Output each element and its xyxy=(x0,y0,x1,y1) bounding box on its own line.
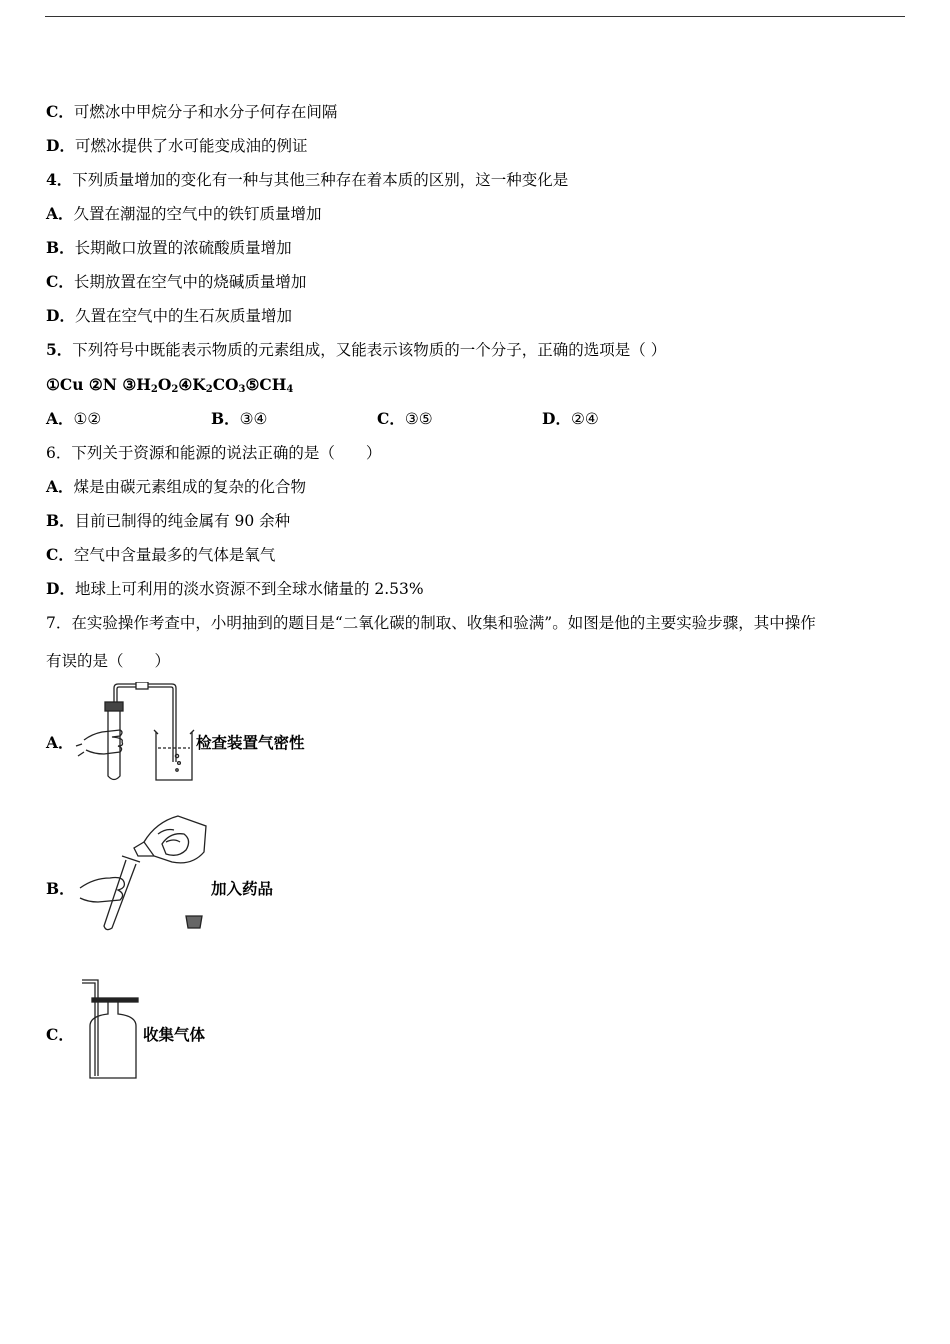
subscript: 2 xyxy=(171,384,179,395)
q6-option-c xyxy=(46,545,275,565)
question-number: 5． xyxy=(46,340,73,359)
question-text: 下列质量增加的变化有一种与其他三种存在着本质的区别，这一种变化是 xyxy=(72,171,569,189)
q5-stem xyxy=(46,340,666,360)
subscript: 2 xyxy=(205,384,213,395)
option-key: C． xyxy=(377,409,405,428)
question-text: 下列关于资源和能源的说法正确的是（ ） xyxy=(71,444,382,462)
option-key: C． xyxy=(46,545,74,564)
option-key: B． xyxy=(211,409,240,428)
q5-symbols xyxy=(46,375,293,395)
q3-option-d xyxy=(46,136,307,156)
option-text: ②④ xyxy=(570,410,599,428)
subscript: 4 xyxy=(286,384,294,395)
option-key: A． xyxy=(46,204,74,223)
option-key: C． xyxy=(46,102,74,121)
q6-option-a xyxy=(46,477,306,497)
option-key: D． xyxy=(542,409,571,428)
option-text: 长期放置在空气中的烧碱质量增加 xyxy=(73,273,307,291)
option-text: 可燃冰提供了水可能变成油的例证 xyxy=(74,137,308,155)
question-text: 下列符号中既能表示物质的元素组成，又能表示该物质的一个分子，正确的选项是（ ） xyxy=(72,341,667,359)
q7-option-a-label: 检查装置气密性 xyxy=(196,733,305,752)
option-key: B． xyxy=(46,238,75,257)
option-text: ③④ xyxy=(239,410,268,428)
question-number: 4． xyxy=(46,170,73,189)
option-key: C． xyxy=(46,272,74,291)
option-text: ①② xyxy=(73,410,102,428)
option-text: 地球上可利用的淡水资源不到全球水储量的 2.53% xyxy=(74,580,424,598)
q4-stem xyxy=(46,170,568,190)
option-key: A． xyxy=(46,409,74,428)
q5-option-c xyxy=(377,409,433,429)
subscript: 2 xyxy=(150,384,158,395)
q6-option-d xyxy=(46,579,424,599)
symbol-text: ①Cu ②N ③H xyxy=(46,375,151,394)
add-reagent-figure xyxy=(74,812,210,934)
q7-stem-line1 xyxy=(46,613,816,633)
q7-option-a-key: A． xyxy=(46,733,74,752)
q4-option-d xyxy=(46,306,292,326)
symbol-text: ④K xyxy=(178,375,206,394)
q5-option-d xyxy=(542,409,599,429)
airtightness-check-figure xyxy=(74,682,196,784)
gas-collection-figure xyxy=(78,976,140,1084)
option-key: D． xyxy=(46,136,75,155)
q3-option-c xyxy=(46,102,337,122)
option-text: 久置在空气中的生石灰质量增加 xyxy=(74,307,292,325)
q7-option-c-label: 收集气体 xyxy=(143,1025,206,1044)
subscript: 3 xyxy=(238,384,246,395)
q4-option-b xyxy=(46,238,292,258)
option-key: B． xyxy=(46,511,75,530)
question-number: 6． xyxy=(46,444,72,462)
question-text: 在实验操作考查中，小明抽到的题目是“二氧化碳的制取、收集和验满”。如图是他的主要实验步骤，其中操作 xyxy=(71,614,816,632)
q7-option-b-key: B． xyxy=(46,879,75,898)
question-number: 7． xyxy=(46,614,72,632)
q6-stem xyxy=(46,443,381,463)
option-text: 长期敞口放置的浓硫酸质量增加 xyxy=(74,239,292,257)
symbol-text: ⑤CH xyxy=(245,375,287,394)
option-text: 空气中含量最多的气体是氧气 xyxy=(73,546,276,564)
option-text: 目前已制得的纯金属有 90 余种 xyxy=(74,512,291,530)
option-text: 煤是由碳元素组成的复杂的化合物 xyxy=(73,478,307,496)
q7-option-b-label: 加入药品 xyxy=(211,879,274,898)
q7-stem-line2: 有误的是（ ） xyxy=(46,652,171,670)
option-key: A． xyxy=(46,477,74,496)
q7-option-c-key: C． xyxy=(46,1025,74,1044)
q4-option-a xyxy=(46,204,322,224)
q5-option-a xyxy=(46,409,101,429)
symbol-text: CO xyxy=(212,375,239,394)
header-rule xyxy=(45,16,905,17)
symbol-text: O xyxy=(157,375,172,394)
option-text: 可燃冰中甲烷分子和水分子何存在间隔 xyxy=(73,103,338,121)
option-key: D． xyxy=(46,306,75,325)
option-text: ③⑤ xyxy=(404,410,433,428)
q4-option-c xyxy=(46,272,306,292)
q5-option-b xyxy=(211,409,267,429)
option-text: 久置在潮湿的空气中的铁钉质量增加 xyxy=(73,205,322,223)
option-key: D． xyxy=(46,579,75,598)
q6-option-b xyxy=(46,511,290,531)
